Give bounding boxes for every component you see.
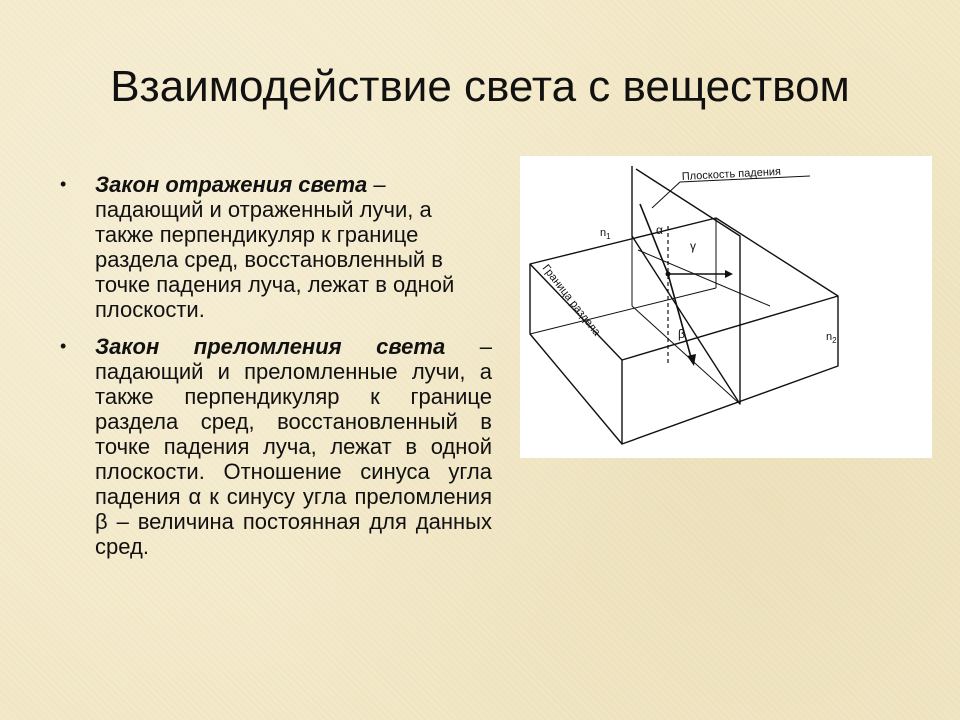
incident-ray	[640, 204, 668, 274]
refracted-ray	[668, 274, 692, 361]
plane-label: Плоскость падения	[681, 165, 782, 183]
block-left-face	[530, 264, 622, 444]
interface-partition	[638, 250, 770, 306]
block-back-bottom-edge	[530, 288, 716, 334]
reflection-law-text: – падающий и отраженный лучи, а также перпендикуляр к границе раздела сред, восстановленный в точке падения луча, лежат в одной плоскости.	[95, 172, 455, 322]
beta-label: β	[678, 327, 685, 341]
refraction-law-term: Закон преломления света	[95, 334, 446, 359]
bullet-dot-icon: •	[60, 336, 67, 356]
gamma-label: γ	[690, 239, 696, 253]
refraction-diagram	[520, 156, 932, 458]
bullet-reflection-law	[60, 172, 492, 322]
alpha-label: α	[656, 223, 663, 237]
bullet-dot-icon: •	[60, 174, 67, 194]
incidence-point	[666, 272, 671, 277]
refraction-diagram-svg	[520, 156, 932, 458]
refracted-ray-arrow-icon	[687, 354, 696, 366]
bullet-list	[60, 172, 492, 571]
n1-label: $n_1$	[600, 227, 611, 241]
reflection-law-term: Закон отражения света	[95, 172, 368, 197]
boundary-label: Граница раздела	[539, 262, 603, 339]
plane-of-incidence	[632, 166, 740, 404]
n2-label: $n_2$	[826, 331, 837, 345]
refraction-law-text: – падающий и преломленные лучи, а также перпендикуляр к границе раздела сред, восстановленный в точке падения луча, лежат в одной плоскости. Отношение синуса угла падения α к синусу угла преломления β – величина постоянная для данных сред.	[95, 334, 492, 559]
bullet-refraction-law	[60, 334, 492, 559]
slide-title: Взаимодействие света с веществом	[110, 62, 850, 111]
reflected-ray-arrow-icon	[725, 270, 733, 278]
block-right-face	[622, 296, 838, 444]
